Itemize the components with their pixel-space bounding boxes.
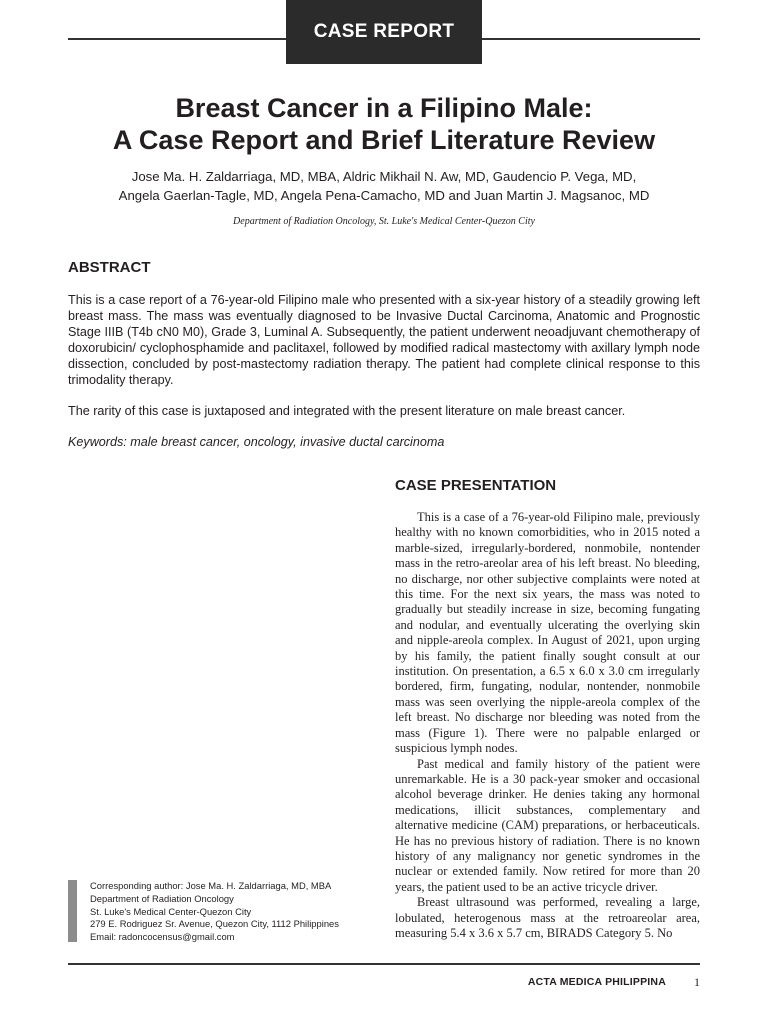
correspondence-bar bbox=[68, 880, 77, 942]
header-rule-left bbox=[68, 38, 286, 40]
title-line-2: A Case Report and Brief Literature Review bbox=[112, 125, 656, 155]
authors-line-1: Jose Ma. H. Zaldarriaga, MD, MBA, Aldric Mikhail N. Aw, MD, Gaudencio P. Vega, MD, bbox=[131, 169, 637, 184]
article-type-tag: CASE REPORT bbox=[286, 0, 482, 64]
case-paragraph: This is a case of a 76-year-old Filipino male, previously healthy with no known comorbidities, who in 2015 noted a marble-sized, irregularly-bordered, nonmobile, nontender mass in the retro-areolar area of his left breast. No bleeding, no discharge, nor other subjective complaints were noted at this time. For the next six years, the mass was noted to gradually but steadily increase in size, becoming fungating and nodular, and eventually ulcerating the overlying skin and nipple-areola complex. In August of 2021, upon urging by his family, the patient finally sought consult at our institution. On presentation, a 6.5 x 6.0 x 3.0 cm irregularly bordered, firm, fungating, nodular, nontender, nonmobile mass was seen overlying the nipple-areola complex of the left breast. No discharge nor bleeding was noted from the mass (Figure 1). There were no palpable enlarged or suspicious lymph nodes. bbox=[395, 510, 700, 756]
case-paragraph: Breast ultrasound was performed, revealing a large, lobulated, heterogenous mass at the retroareolar area, measuring 5.4 x 3.6 x 5.7 cm, BIRADS Category 5. No bbox=[395, 895, 700, 940]
case-presentation-heading: CASE PRESENTATION bbox=[395, 477, 557, 494]
case-paragraph: Past medical and family history of the patient were unremarkable. He is a 30 pack-year smoker and occasional alcohol beverage drinker. He denies taking any hormonal medications, illicit substances, complementary and alternative medicine (CAM) preparations, or herbaceuticals. He has no previous history of radiation. There is no known history of any malignancy nor genetic syndromes in the nuclear or extended family. Now retired for more than 20 years, the patient used to be an active tricycle driver. bbox=[395, 756, 700, 894]
corr-institution: St. Luke's Medical Center-Quezon City bbox=[90, 905, 252, 917]
corr-address: 279 E. Rodriguez Sr. Avenue, Quezon City, 1112 Philippines bbox=[90, 918, 339, 930]
journal-name: ACTA MEDICA PHILIPPINA bbox=[527, 976, 666, 988]
abstract-heading: ABSTRACT bbox=[68, 259, 151, 276]
case-presentation-body bbox=[395, 510, 700, 941]
abstract-paragraph-2: The rarity of this case is juxtaposed and integrated with the present literature on male breast cancer. bbox=[68, 404, 626, 418]
abstract-paragraph-1: This is a case report of a 76-year-old Filipino male who presented with a six-year history of a steadily growing left breast mass. The mass was eventually diagnosed to be Invasive Ductal Carcinoma, Anatomic and Prognostic Stage IIIB (T4b cN0 M0), Grade 3, Luminal A. Subsequently, the patient underwent neoadjuvant chemotherapy of doxorubicin/ cyclophosphamide and paclitaxel, followed by modified radical mastectomy with axillary lymph node dissection, concluded by post-mastectomy radiation therapy. The patient had complete clinical response to this trimodality therapy. bbox=[68, 293, 700, 387]
corr-department: Department of Radiation Oncology bbox=[90, 892, 234, 904]
abstract-body bbox=[68, 292, 700, 450]
affiliation: Department of Radiation Oncology, St. Luke's Medical Center-Quezon City bbox=[233, 216, 535, 227]
corresponding-author: Corresponding author: Jose Ma. H. Zaldarriaga, MD, MBA bbox=[90, 880, 332, 891]
corr-email: Email: radoncocensus@gmail.com bbox=[90, 931, 235, 943]
correspondence-block bbox=[90, 880, 380, 944]
article-title bbox=[0, 92, 768, 156]
author-list bbox=[90, 167, 678, 205]
page-number: 1 bbox=[694, 975, 700, 989]
title-line-1: Breast Cancer in a Filipino Male: bbox=[175, 93, 593, 123]
authors-line-2: Angela Gaerlan-Tagle, MD, Angela Pena-Camacho, MD and Juan Martin J. Magsanoc, MD bbox=[118, 188, 650, 203]
footer-rule bbox=[68, 963, 700, 965]
keywords: Keywords: male breast cancer, oncology, invasive ductal carcinoma bbox=[68, 435, 445, 449]
header-rule-right bbox=[482, 38, 700, 40]
